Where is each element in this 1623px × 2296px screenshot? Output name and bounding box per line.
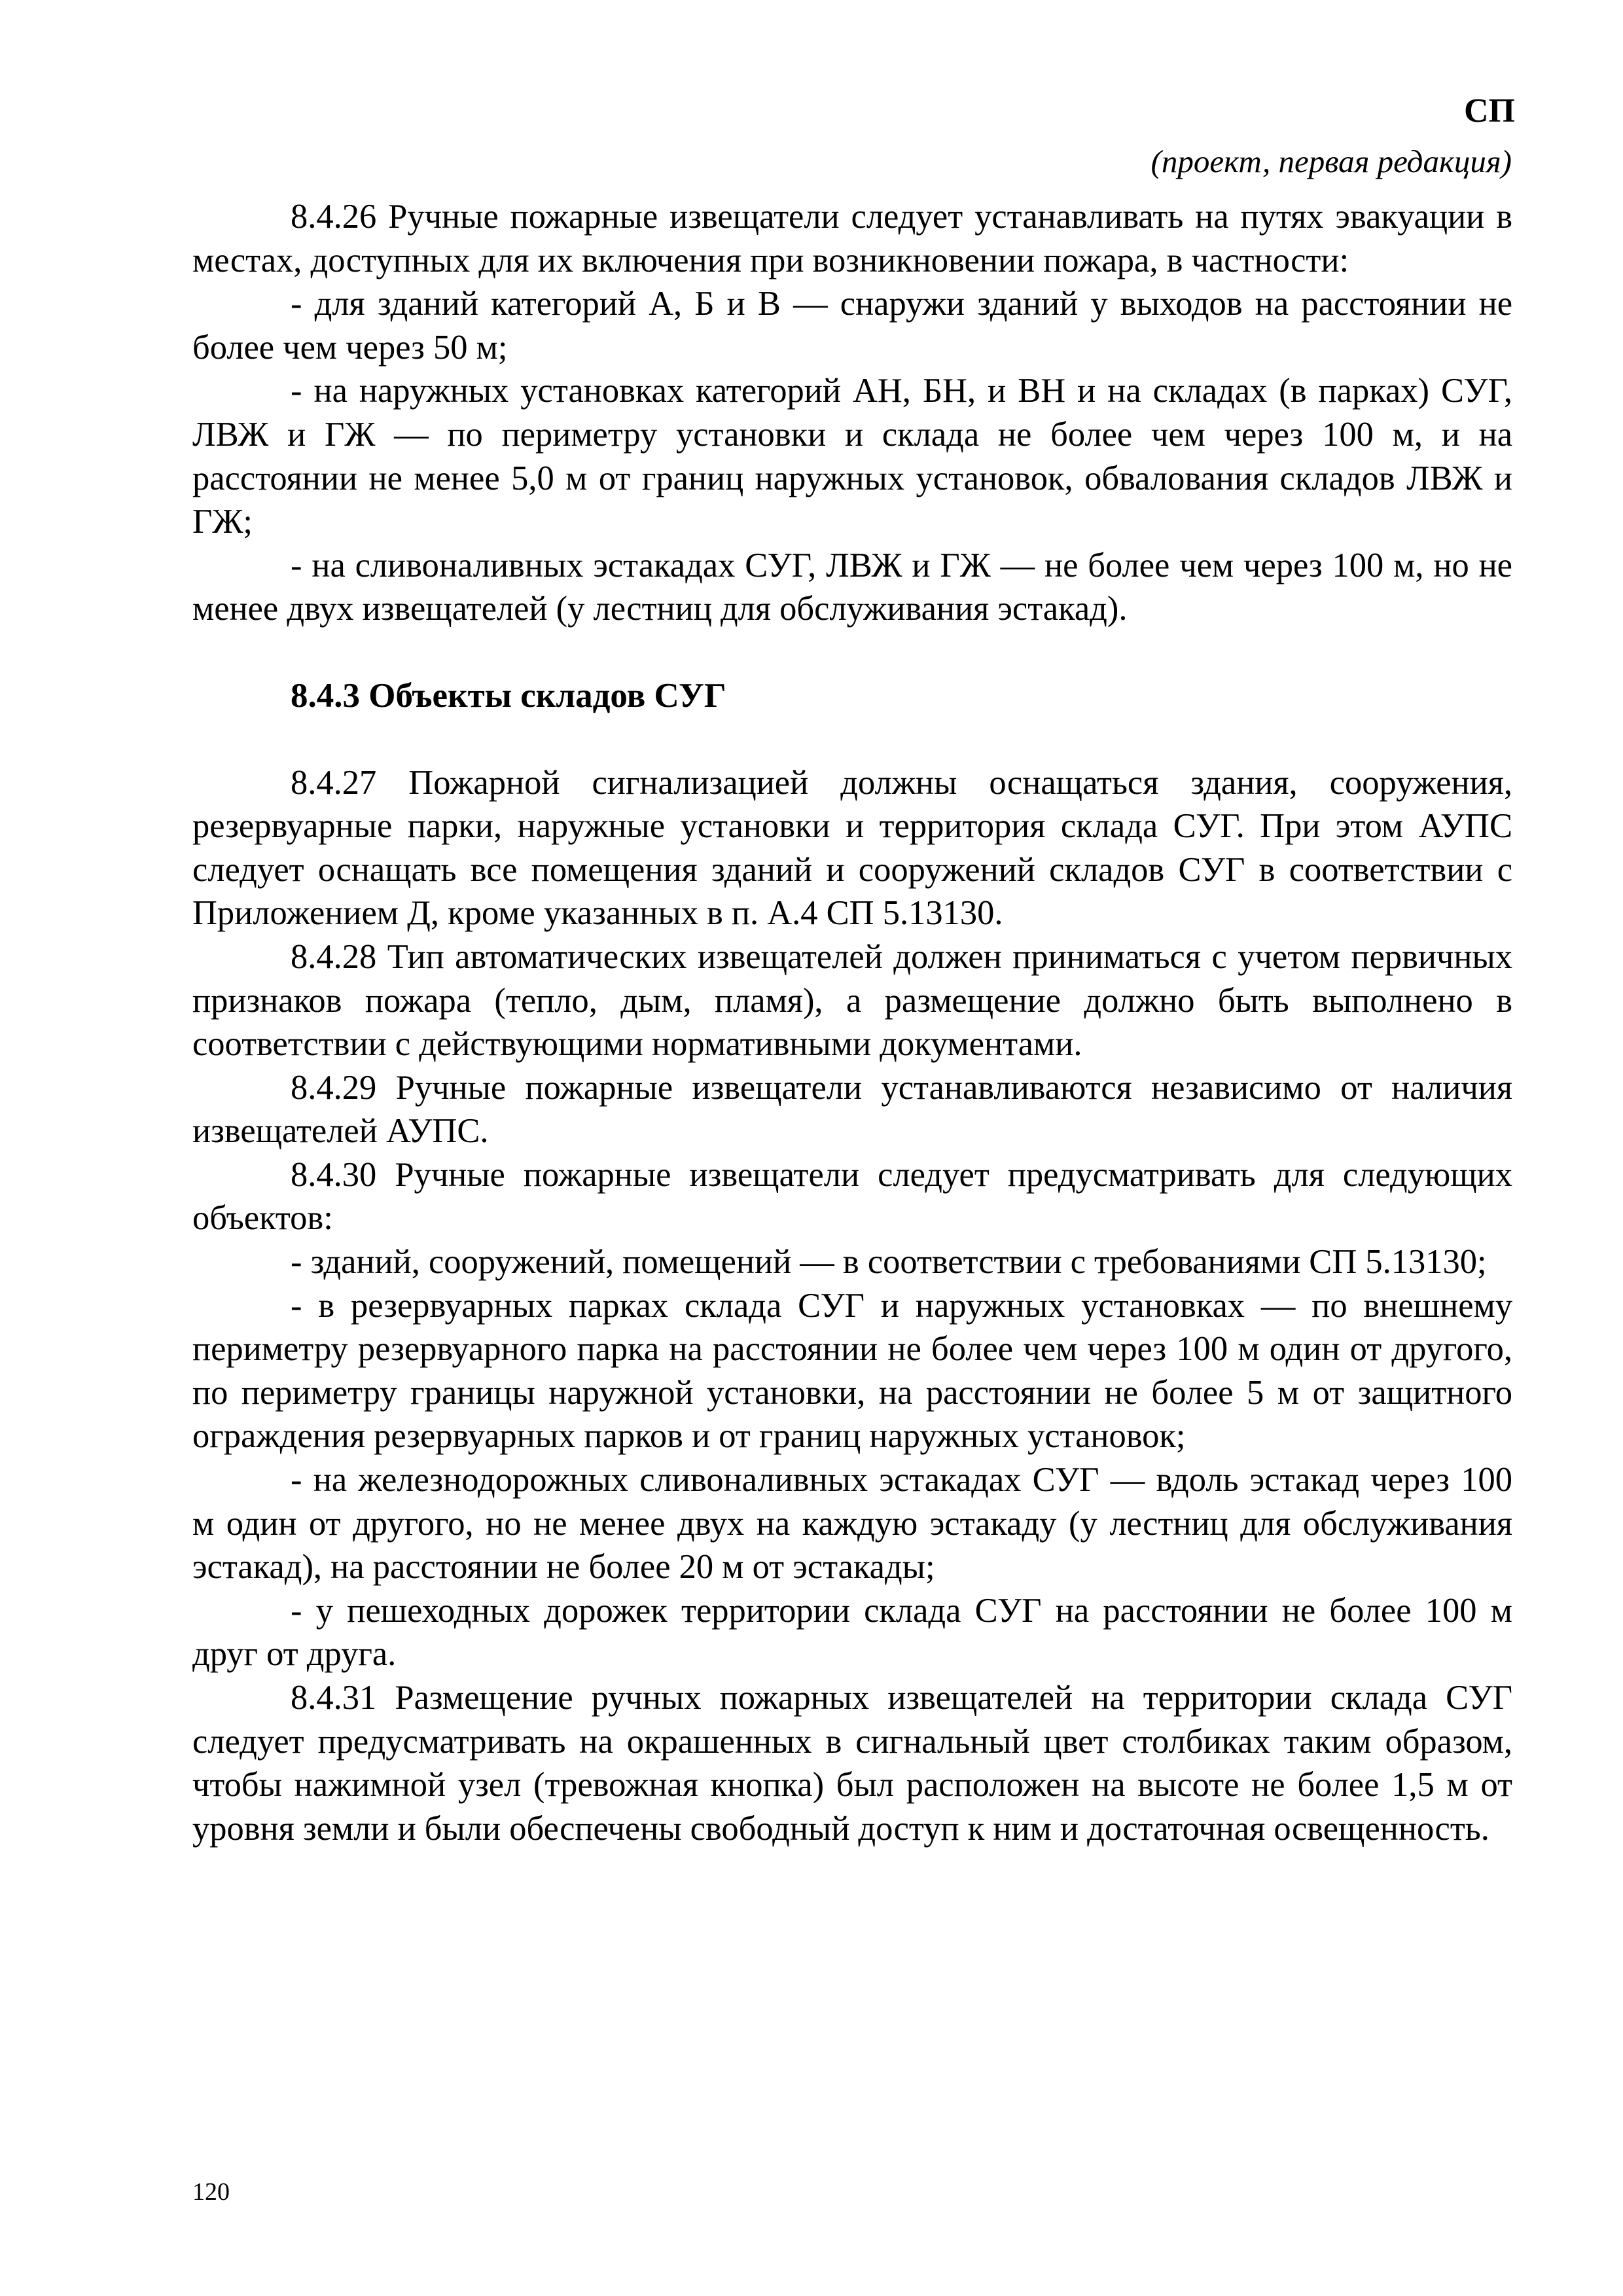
paragraph-8-4-26: 8.4.26 Ручные пожарные извещатели следует устанавливать на путях эвакуации в местах, доступных для их включения при возникновении пожара, в частности: bbox=[192, 198, 1512, 279]
section-heading: 8.4.3 Объекты складов СУГ bbox=[291, 676, 726, 715]
list-item: - на сливоналивных эстакадах СУГ, ЛВЖ и ГЖ — не более чем через 100 м, но не менее двух извещателей (у лестниц для обслуживания эстакад). bbox=[192, 546, 1512, 628]
paragraph-8-4-30: 8.4.30 Ручные пожарные извещатели следует предусматривать для следующих объектов: bbox=[192, 1155, 1512, 1238]
list-item: - у пешеходных дорожек территории склада СУГ на расстоянии не более 100 м друг от друга. bbox=[192, 1591, 1512, 1674]
document-body bbox=[192, 195, 1512, 1850]
document-code: СП bbox=[1464, 92, 1515, 130]
list-item: - в резервуарных парках склада СУГ и наружных установках — по внешнему периметру резервуарного парка на расстоянии не более чем через 100 м один от другого, по периметру границы наружной установки, на расстоянии не более 5 м от защитного ограждения резервуарных парков и от границ наружных установок; bbox=[192, 1286, 1512, 1456]
paragraph-8-4-31: 8.4.31 Размещение ручных пожарных извещателей на территории склада СУГ следует предусматривать на окрашенных в сигнальный цвет столбиках таким образом, чтобы нажимной узел (тревожная кнопка) был расположен на высоте не более 1,5 м от уровня земли и были обеспечены свободный доступ к ним и достаточная освещенность. bbox=[192, 1679, 1512, 1848]
paragraph-8-4-27: 8.4.27 Пожарной сигнализацией должны оснащаться здания, сооружения, резервуарные парки, наружные установки и территория склада СУГ. При этом АУПС следует оснащать все помещения зданий и сооружений складов СУГ в соответствии с Приложением Д, кроме указанных в п. А.4 СП 5.13130. bbox=[192, 763, 1512, 933]
list-item: - на железнодорожных сливоналивных эстакадах СУГ — вдоль эстакад через 100 м один от другого, но не менее двух на каждую эстакаду (у лестниц для обслуживания эстакад), на расстоянии не более 20 м от эстакады; bbox=[192, 1461, 1512, 1587]
document-status: (проект, первая редакция) bbox=[1150, 143, 1512, 179]
list-item: - на наружных установках категорий АН, БН, и ВН и на складах (в парках) СУГ, ЛВЖ и ГЖ — по периметру установки и склада не более чем через 100 м, и на расстоянии не менее 5,0 м от границ наружных установок, обвалования складов ЛВЖ и ГЖ; bbox=[192, 372, 1512, 541]
paragraph-8-4-28: 8.4.28 Тип автоматических извещателей должен приниматься с учетом первичных признаков пожара (тепло, дым, пламя), а размещение должно быть выполнено в соответствии с действующими нормативными документами. bbox=[192, 937, 1512, 1064]
page-number: 120 bbox=[192, 2178, 230, 2206]
list-item: - зданий, сооружений, помещений — в соответствии с требованиями СП 5.13130; bbox=[291, 1243, 1487, 1282]
list-item: - для зданий категорий А, Б и В — снаружи зданий у выходов на расстоянии не более чем через 50 м; bbox=[192, 285, 1512, 367]
paragraph-8-4-29: 8.4.29 Ручные пожарные извещатели устанавливаются независимо от наличия извещателей АУПС. bbox=[192, 1068, 1512, 1151]
